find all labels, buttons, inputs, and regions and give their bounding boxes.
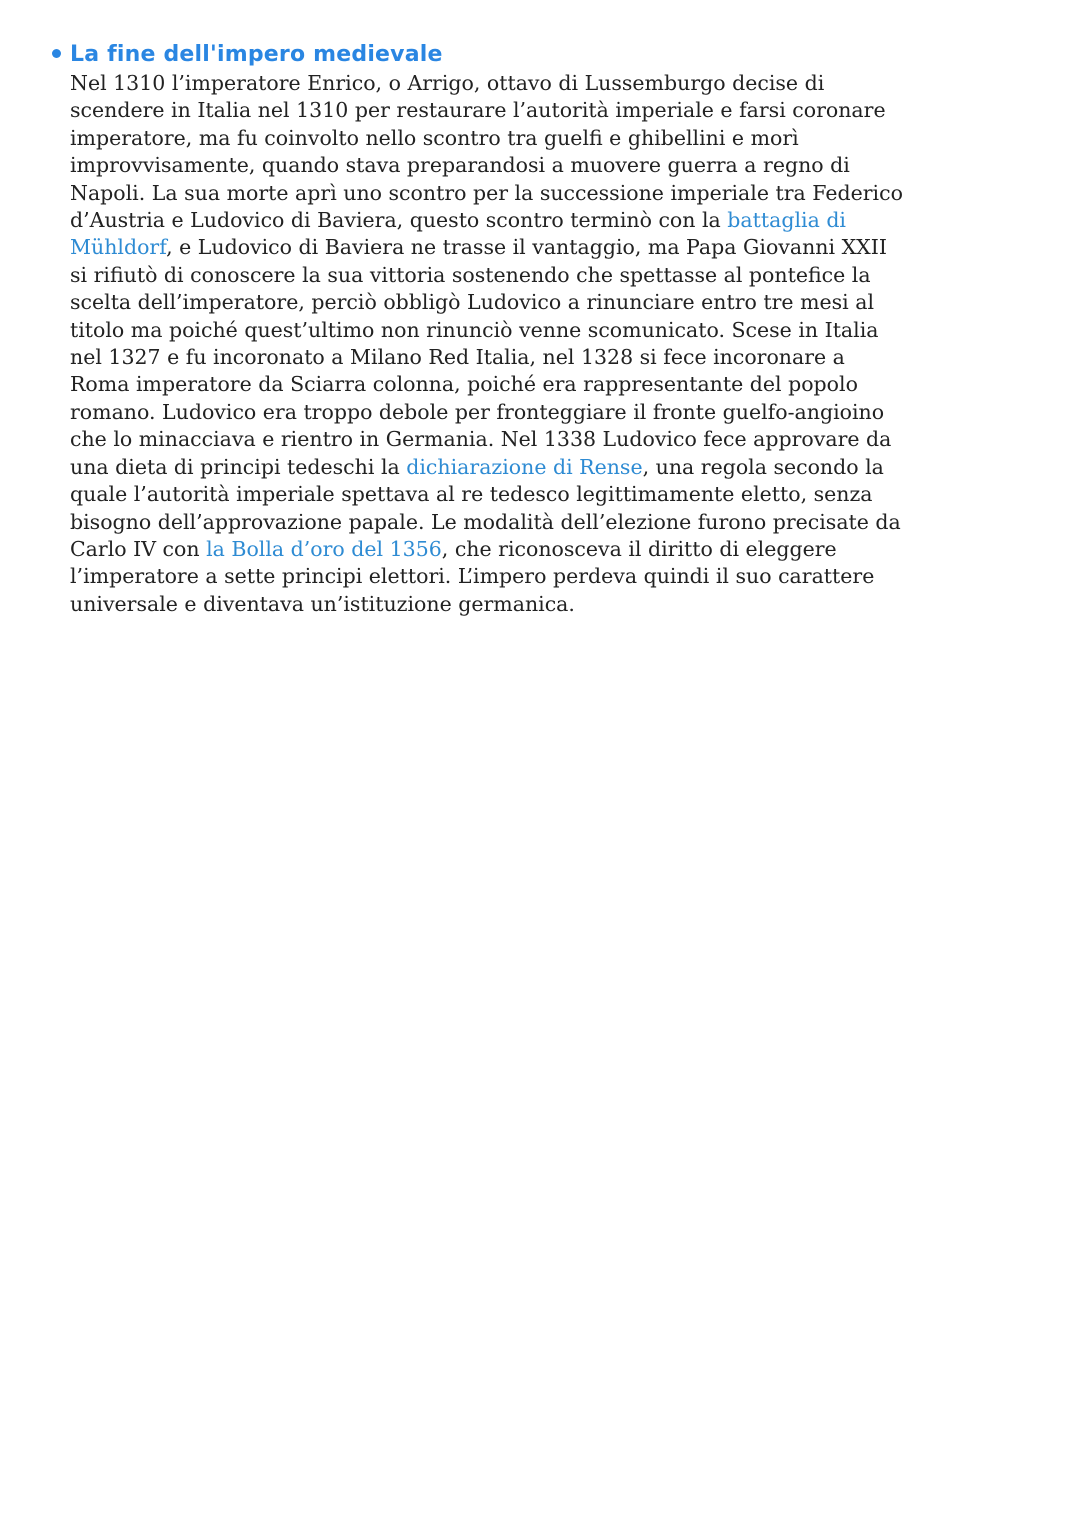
bullet-icon <box>52 49 61 58</box>
text-line: l’imperatore a sette principi elettori. L’impero perdeva quindi il suo carattere <box>70 564 875 589</box>
section-heading <box>52 40 443 70</box>
text-line: quale l’autorità imperiale spettava al re tedesco legittimamente eletto, senza <box>70 482 873 507</box>
highlight-muhldorf: Mühldorf <box>70 235 167 260</box>
highlight-bolla-doro: la Bolla d’oro del 1356 <box>206 536 442 561</box>
text-line: una dieta di principi tedeschi la dichiarazione di Rense, una regola secondo la <box>70 454 884 479</box>
text-line: imperatore, ma fu coinvolto nello scontro tra guelfi e ghibellini e morì <box>70 125 799 150</box>
highlight-dichiarazione-di-rense: dichiarazione di Rense <box>406 454 643 479</box>
text-line: universale e diventava un’istituzione germanica. <box>70 591 575 616</box>
highlight-battaglia-di-muhldorf: battaglia di <box>727 208 846 233</box>
text-line: bisogno dell’approvazione papale. Le modalità dell’elezione furono precisate da <box>70 509 901 534</box>
text-line: romano. Ludovico era troppo debole per fronteggiare il fronte guelfo-angioino <box>70 399 885 424</box>
text-line: Mühldorf, e Ludovico di Baviera ne trasse il vantaggio, ma Papa Giovanni XXII <box>70 235 887 260</box>
text-line: Nel 1310 l’imperatore Enrico, o Arrigo, ottavo di Lussemburgo decise di <box>70 71 825 95</box>
section-heading-text: La fine dell'impero medievale <box>70 42 443 67</box>
text-line: Carlo IV con la Bolla d’oro del 1356, che riconosceva il diritto di eleggere <box>70 536 837 561</box>
text-line: Roma imperatore da Sciarra colonna, poiché era rappresentante del popolo <box>70 372 858 397</box>
text-line: improvvisamente, quando stava preparandosi a muovere guerra a regno di <box>70 153 850 178</box>
text-line: scelta dell’imperatore, perciò obbligò Ludovico a rinunciare entro tre mesi al <box>70 290 875 315</box>
text-line: scendere in Italia nel 1310 per restaurare l’autorità imperiale e farsi coronare <box>70 98 886 123</box>
text-line: che lo minacciava e rientro in Germania. Nel 1338 Ludovico fece approvare da <box>70 427 892 452</box>
body-paragraph <box>70 70 1030 618</box>
text-line: titolo ma poiché quest’ultimo non rinunciò venne scomunicato. Scese in Italia <box>70 317 879 342</box>
text-line: si rifiutò di conoscere la sua vittoria sostenendo che spettasse al pontefice la <box>70 262 871 287</box>
text-line: nel 1327 e fu incoronato a Milano Red Italia, nel 1328 si fece incoronare a <box>70 345 845 370</box>
text-line: d’Austria e Ludovico di Baviera, questo scontro terminò con la battaglia di <box>70 208 846 233</box>
text-line: Napoli. La sua morte aprì uno scontro per la successione imperiale tra Federico <box>70 180 903 205</box>
